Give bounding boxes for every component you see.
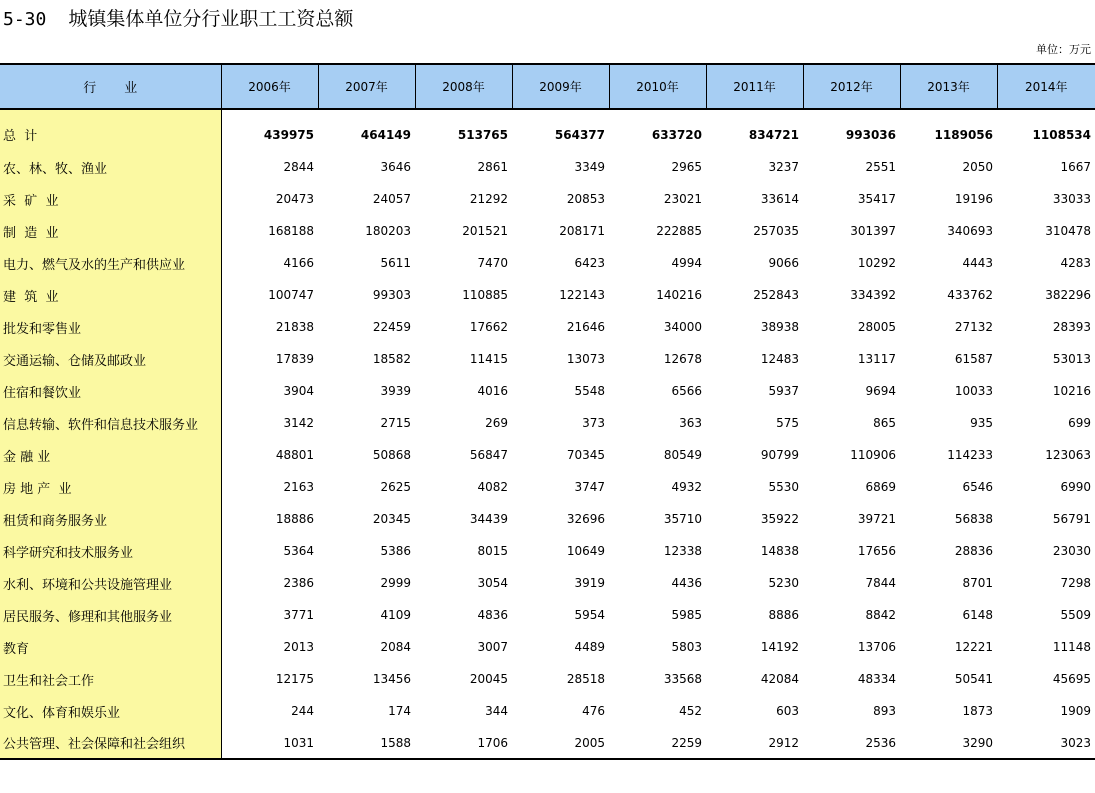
- value-cell: 20045: [469, 672, 508, 686]
- value-cell: 433762: [947, 288, 993, 302]
- industry-label: 住宿和餐饮业: [0, 375, 221, 407]
- value-cell: 20473: [275, 192, 314, 206]
- year-column-header: 2008年: [415, 64, 512, 109]
- industry-label: 房 地 产 业: [0, 471, 221, 503]
- value-cell: 33033: [1052, 192, 1091, 206]
- value-cell: 4016: [477, 384, 508, 398]
- wage-table: [0, 63, 1095, 760]
- value-cell: 6869: [865, 480, 896, 494]
- value-cell: 35710: [663, 512, 702, 526]
- value-cell: 5530: [768, 480, 799, 494]
- value-cell: 7470: [477, 256, 508, 270]
- value-cell: 5954: [574, 608, 605, 622]
- industry-label: 电力、燃气及水的生产和供应业: [0, 247, 221, 279]
- header-row: [0, 64, 1095, 109]
- value-cell: 7844: [865, 576, 896, 590]
- value-cell: 140216: [656, 288, 702, 302]
- value-cell: 10216: [1052, 384, 1091, 398]
- value-cell: 993036: [845, 127, 896, 142]
- value-cell: 1873: [962, 704, 993, 718]
- value-cell: 100747: [268, 288, 314, 302]
- industry-label: 卫生和社会工作: [0, 663, 221, 695]
- value-cell: 18886: [275, 512, 314, 526]
- industry-label: 文化、体育和娱乐业: [0, 695, 221, 727]
- value-cell: 5386: [380, 544, 411, 558]
- value-cell: 6546: [962, 480, 993, 494]
- industry-label: 总 计: [0, 109, 221, 151]
- value-cell: 6423: [574, 256, 605, 270]
- value-cell: 28518: [566, 672, 605, 686]
- value-cell: 12678: [663, 352, 702, 366]
- value-cell: 180203: [365, 224, 411, 238]
- value-cell: 5509: [1060, 608, 1091, 622]
- value-cell: 476: [582, 704, 605, 718]
- value-cell: 2999: [380, 576, 411, 590]
- value-cell: 2912: [706, 727, 803, 759]
- value-cell: 301397: [850, 224, 896, 238]
- value-cell: 11148: [1052, 640, 1091, 654]
- industry-label: 居民服务、修理和其他服务业: [0, 599, 221, 631]
- value-cell: 2005: [512, 727, 609, 759]
- value-cell: 3054: [477, 576, 508, 590]
- value-cell: 8842: [865, 608, 896, 622]
- table-row: [0, 151, 1095, 183]
- industry-column-header: 行业: [0, 64, 221, 109]
- total-row: [0, 109, 1095, 151]
- value-cell: 3237: [768, 160, 799, 174]
- table-row: [0, 631, 1095, 663]
- value-cell: 310478: [1045, 224, 1091, 238]
- industry-label: 制 造 业: [0, 215, 221, 247]
- value-cell: 244: [291, 704, 314, 718]
- value-cell: 2715: [380, 416, 411, 430]
- value-cell: 4082: [477, 480, 508, 494]
- value-cell: 865: [873, 416, 896, 430]
- year-column-header: 2010年: [609, 64, 706, 109]
- table-row: [0, 215, 1095, 247]
- value-cell: 4932: [671, 480, 702, 494]
- value-cell: 90799: [760, 448, 799, 462]
- value-cell: 12175: [275, 672, 314, 686]
- value-cell: 21646: [566, 320, 605, 334]
- value-cell: 122143: [559, 288, 605, 302]
- value-cell: 13706: [857, 640, 896, 654]
- table-row: [0, 279, 1095, 311]
- value-cell: 56847: [469, 448, 508, 462]
- value-cell: 5803: [671, 640, 702, 654]
- page-title: [3, 5, 353, 33]
- value-cell: 48801: [275, 448, 314, 462]
- value-cell: 3747: [574, 480, 605, 494]
- value-cell: 110885: [462, 288, 508, 302]
- value-cell: 32696: [566, 512, 605, 526]
- industry-label: 采 矿 业: [0, 183, 221, 215]
- value-cell: 2844: [283, 160, 314, 174]
- value-cell: 20345: [372, 512, 411, 526]
- table-row: [0, 343, 1095, 375]
- value-cell: 56838: [954, 512, 993, 526]
- value-cell: 252843: [753, 288, 799, 302]
- value-cell: 110906: [850, 448, 896, 462]
- value-cell: 4836: [477, 608, 508, 622]
- table-row: [0, 727, 1095, 759]
- value-cell: 344: [485, 704, 508, 718]
- value-cell: 11415: [469, 352, 508, 366]
- value-cell: 564377: [554, 127, 605, 142]
- value-cell: 10292: [857, 256, 896, 270]
- value-cell: 893: [873, 704, 896, 718]
- value-cell: 99303: [372, 288, 411, 302]
- value-cell: 633720: [651, 127, 702, 142]
- value-cell: 2050: [962, 160, 993, 174]
- value-cell: 4436: [671, 576, 702, 590]
- value-cell: 363: [679, 416, 702, 430]
- value-cell: 28005: [857, 320, 896, 334]
- value-cell: 603: [776, 704, 799, 718]
- industry-label: 批发和零售业: [0, 311, 221, 343]
- year-column-header: 2007年: [318, 64, 415, 109]
- value-cell: 3142: [283, 416, 314, 430]
- table-body: [0, 109, 1095, 759]
- value-cell: 80549: [663, 448, 702, 462]
- table-row: [0, 375, 1095, 407]
- table-number: 5-30: [3, 9, 47, 30]
- value-cell: 14192: [760, 640, 799, 654]
- industry-label: 农、林、牧、渔业: [0, 151, 221, 183]
- industry-label: 公共管理、社会保障和社会组织: [0, 727, 221, 759]
- value-cell: 53013: [1052, 352, 1091, 366]
- value-cell: 13117: [857, 352, 896, 366]
- value-cell: 34439: [469, 512, 508, 526]
- value-cell: 3646: [380, 160, 411, 174]
- value-cell: 23030: [1052, 544, 1091, 558]
- value-cell: 24057: [372, 192, 411, 206]
- value-cell: 935: [970, 416, 993, 430]
- table-header: [0, 64, 1095, 109]
- industry-label: 信息转输、软件和信息技术服务业: [0, 407, 221, 439]
- year-column-header: 2006年: [221, 64, 318, 109]
- value-cell: 575: [776, 416, 799, 430]
- value-cell: 21292: [469, 192, 508, 206]
- value-cell: 6148: [962, 608, 993, 622]
- table-row: [0, 695, 1095, 727]
- value-cell: 2163: [283, 480, 314, 494]
- value-cell: 174: [388, 704, 411, 718]
- value-cell: 5985: [671, 608, 702, 622]
- value-cell: 5548: [574, 384, 605, 398]
- value-cell: 269: [485, 416, 508, 430]
- value-cell: 35417: [857, 192, 896, 206]
- value-cell: 208171: [559, 224, 605, 238]
- value-cell: 4166: [283, 256, 314, 270]
- value-cell: 2861: [477, 160, 508, 174]
- value-cell: 19196: [954, 192, 993, 206]
- industry-label: 建 筑 业: [0, 279, 221, 311]
- value-cell: 17839: [275, 352, 314, 366]
- value-cell: 8701: [962, 576, 993, 590]
- value-cell: 12338: [663, 544, 702, 558]
- value-cell: 39721: [857, 512, 896, 526]
- value-cell: 38938: [760, 320, 799, 334]
- value-cell: 1667: [1060, 160, 1091, 174]
- value-cell: 14838: [760, 544, 799, 558]
- value-cell: 4109: [380, 608, 411, 622]
- value-cell: 3939: [380, 384, 411, 398]
- value-cell: 257035: [753, 224, 799, 238]
- industry-label: 科学研究和技术服务业: [0, 535, 221, 567]
- value-cell: 2084: [380, 640, 411, 654]
- value-cell: 2551: [865, 160, 896, 174]
- value-cell: 18582: [372, 352, 411, 366]
- table-title-text: 城镇集体单位分行业职工工资总额: [68, 8, 354, 30]
- table-row: [0, 183, 1095, 215]
- value-cell: 3771: [283, 608, 314, 622]
- industry-label: 教育: [0, 631, 221, 663]
- value-cell: 9066: [768, 256, 799, 270]
- value-cell: 2259: [609, 727, 706, 759]
- value-cell: 1189056: [934, 127, 993, 142]
- table-row: [0, 407, 1095, 439]
- value-cell: 382296: [1045, 288, 1091, 302]
- value-cell: 452: [679, 704, 702, 718]
- table-row: [0, 599, 1095, 631]
- value-cell: 28836: [954, 544, 993, 558]
- value-cell: 3290: [900, 727, 997, 759]
- year-column-header: 2014年: [997, 64, 1095, 109]
- value-cell: 8886: [768, 608, 799, 622]
- value-cell: 50868: [372, 448, 411, 462]
- table-row: [0, 471, 1095, 503]
- year-column-header: 2012年: [803, 64, 900, 109]
- value-cell: 12483: [760, 352, 799, 366]
- year-column-header: 2011年: [706, 64, 803, 109]
- value-cell: 1108534: [1032, 127, 1091, 142]
- value-cell: 33568: [663, 672, 702, 686]
- value-cell: 21838: [275, 320, 314, 334]
- value-cell: 12221: [954, 640, 993, 654]
- year-column-header: 2009年: [512, 64, 609, 109]
- industry-label: 租赁和商务服务业: [0, 503, 221, 535]
- value-cell: 45695: [1052, 672, 1091, 686]
- value-cell: 834721: [748, 127, 799, 142]
- value-cell: 4443: [962, 256, 993, 270]
- value-cell: 17656: [857, 544, 896, 558]
- value-cell: 3904: [283, 384, 314, 398]
- value-cell: 50541: [954, 672, 993, 686]
- value-cell: 70345: [566, 448, 605, 462]
- value-cell: 1031: [221, 727, 318, 759]
- value-cell: 8015: [477, 544, 508, 558]
- value-cell: 2013: [283, 640, 314, 654]
- value-cell: 1588: [318, 727, 415, 759]
- unit-label: 单位：万元: [1036, 43, 1091, 56]
- value-cell: 373: [582, 416, 605, 430]
- table-row: [0, 247, 1095, 279]
- value-cell: 56791: [1052, 512, 1091, 526]
- value-cell: 9694: [865, 384, 896, 398]
- value-cell: 340693: [947, 224, 993, 238]
- value-cell: 5937: [768, 384, 799, 398]
- value-cell: 114233: [947, 448, 993, 462]
- value-cell: 1909: [1060, 704, 1091, 718]
- table-row: [0, 439, 1095, 471]
- value-cell: 27132: [954, 320, 993, 334]
- value-cell: 42084: [760, 672, 799, 686]
- value-cell: 699: [1068, 416, 1091, 430]
- value-cell: 4283: [1060, 256, 1091, 270]
- value-cell: 6990: [1060, 480, 1091, 494]
- value-cell: 2386: [283, 576, 314, 590]
- value-cell: 123063: [1045, 448, 1091, 462]
- value-cell: 10649: [566, 544, 605, 558]
- value-cell: 61587: [954, 352, 993, 366]
- value-cell: 23021: [663, 192, 702, 206]
- industry-label: 金 融 业: [0, 439, 221, 471]
- year-column-header: 2013年: [900, 64, 997, 109]
- value-cell: 17662: [469, 320, 508, 334]
- value-cell: 2536: [803, 727, 900, 759]
- value-cell: 5611: [380, 256, 411, 270]
- value-cell: 168188: [268, 224, 314, 238]
- value-cell: 439975: [263, 127, 314, 142]
- value-cell: 201521: [462, 224, 508, 238]
- industry-label: 交通运输、仓储及邮政业: [0, 343, 221, 375]
- table-row: [0, 503, 1095, 535]
- value-cell: 2965: [671, 160, 702, 174]
- value-cell: 334392: [850, 288, 896, 302]
- value-cell: 48334: [857, 672, 896, 686]
- value-cell: 6566: [671, 384, 702, 398]
- value-cell: 22459: [372, 320, 411, 334]
- value-cell: 34000: [663, 320, 702, 334]
- value-cell: 3919: [574, 576, 605, 590]
- value-cell: 3349: [574, 160, 605, 174]
- value-cell: 28393: [1052, 320, 1091, 334]
- table-row: [0, 535, 1095, 567]
- value-cell: 1706: [415, 727, 512, 759]
- value-cell: 4994: [671, 256, 702, 270]
- value-cell: 5364: [283, 544, 314, 558]
- value-cell: 513765: [457, 127, 508, 142]
- value-cell: 4489: [574, 640, 605, 654]
- value-cell: 3007: [477, 640, 508, 654]
- value-cell: 33614: [760, 192, 799, 206]
- industry-label: 水利、环境和公共设施管理业: [0, 567, 221, 599]
- value-cell: 7298: [1060, 576, 1091, 590]
- value-cell: 222885: [656, 224, 702, 238]
- table-row: [0, 663, 1095, 695]
- table-row: [0, 311, 1095, 343]
- value-cell: 3023: [997, 727, 1095, 759]
- value-cell: 20853: [566, 192, 605, 206]
- value-cell: 5230: [768, 576, 799, 590]
- value-cell: 464149: [360, 127, 411, 142]
- value-cell: 2625: [380, 480, 411, 494]
- value-cell: 13456: [372, 672, 411, 686]
- value-cell: 10033: [954, 384, 993, 398]
- table-row: [0, 567, 1095, 599]
- value-cell: 13073: [566, 352, 605, 366]
- value-cell: 35922: [760, 512, 799, 526]
